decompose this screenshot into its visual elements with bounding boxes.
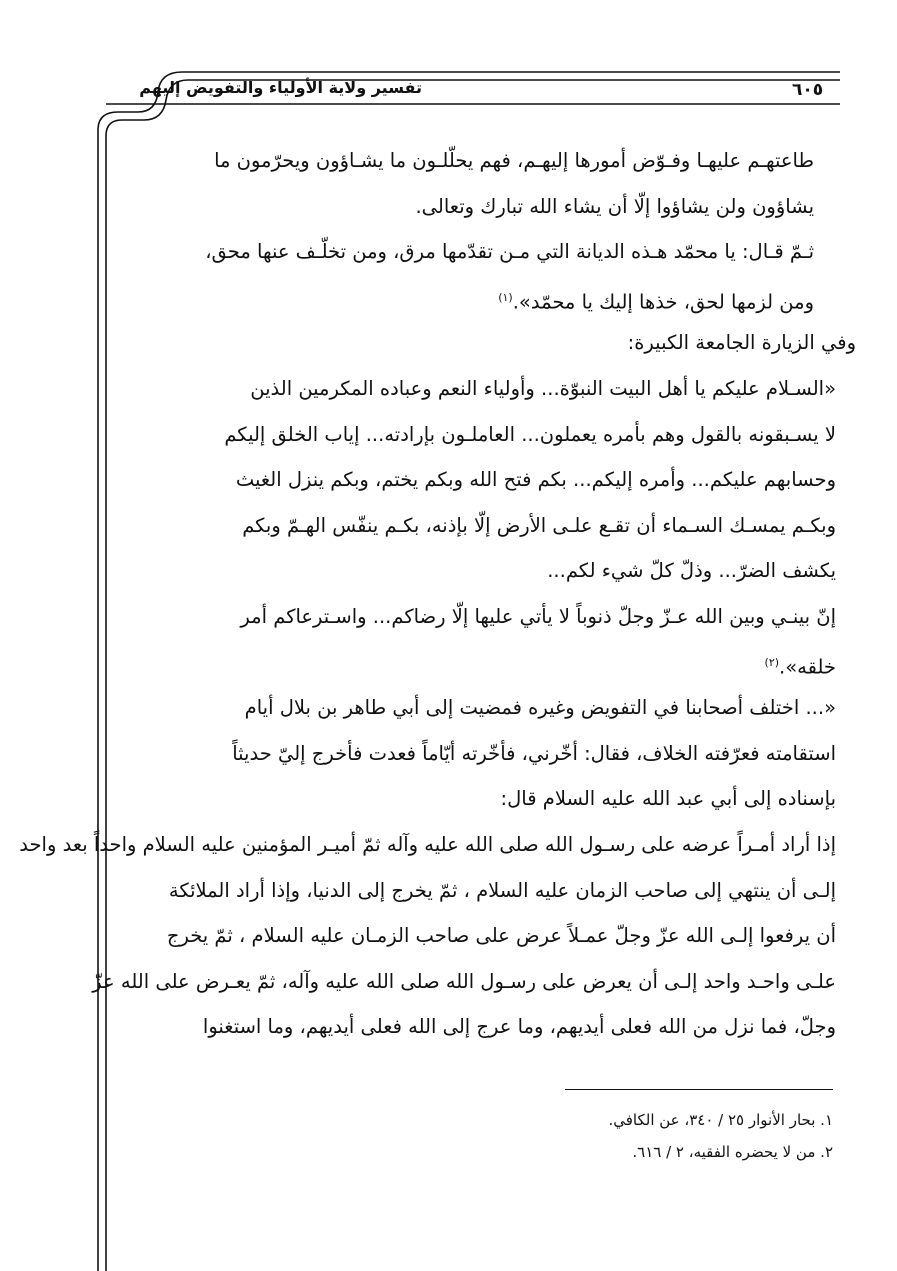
text-line: إنّ بينـي وبين الله عـزّ وجلّ ذنوباً لا يأتي عليها إلّا رضاكم... واسـترعاكم أمر	[240, 604, 836, 628]
footnote-2: ٢. من لا يحضره الفقيه، ٢ / ٦١٦.	[632, 1143, 833, 1161]
footnotes	[608, 1104, 833, 1168]
running-header-title: تفسير ولاية الأولياء والتفويض إليهم	[139, 78, 422, 97]
page-number: ٦٠٥	[792, 80, 824, 100]
text-line: ثـمّ قـال: يا محمّد هـذه الديانة التي مـن تقدّمها مرق، ومن تخلّـف عنها محق،	[205, 240, 814, 264]
footnote-separator	[565, 1089, 833, 1090]
text-line: يشاؤون ولن يشاؤوا إلّا أن يشاء الله تبارك وتعالى.	[415, 194, 814, 218]
text-line: يكشف الضرّ... وذلّ كلّ شيء لكم...	[547, 559, 836, 583]
text-line: «السـلام عليكم يا أهل البيت النبوّة... وأولياء النعم وعباده المكرمين الذين	[250, 376, 836, 400]
text-line: وبكـم يمسـك السـماء أن تقـع علـى الأرض إلّا بإذنه، بكـم ينفّس الهـمّ وبكم	[242, 513, 836, 537]
text-line: لا يسـبقونه بالقول وهم بأمره يعملون... العاملـون بإرادته... إياب الخلق إليكم	[224, 422, 836, 446]
footnote-marker: (١)	[498, 290, 513, 304]
main-text	[19, 138, 856, 1050]
text-line: علـى واحـد واحد إلـى أن يعرض على رسـول الله صلى الله عليه وآله، ثمّ يعـرض على الله عزّ	[92, 969, 836, 993]
footnote-marker: (٢)	[764, 655, 780, 669]
text-line: أن يرفعوا إلـى الله عزّ وجلّ عمـلاً عرض على صاحب الزمـان عليه السلام ، ثمّ يخرج	[166, 924, 836, 948]
text-line: وفي الزيارة الجامعة الكبيرة:	[627, 331, 856, 355]
text-line: «... اختلف أصحابنا في التفويض وغيره فمضيت إلى أبي طاهر بن بلال أيام	[244, 696, 836, 720]
text-line: وجلّ، فما نزل من الله فعلى أيديهم، وما عرج إلى الله فعلى أيديهم، وما استغنوا	[202, 1015, 836, 1039]
footnote-1: ١. بحار الأنوار ٢٥ / ٣٤٠، عن الكافي.	[608, 1111, 833, 1129]
text-line: بإسناده إلى أبي عبد الله عليه السلام قال:	[500, 787, 836, 811]
text-line	[118, 275, 836, 321]
text-span: ومن لزمها لحق، خذها إليك يا محمّد».	[512, 290, 814, 314]
text-line: إلـى أن ينتهي إلى صاحب الزمان عليه السلام ، ثمّ يخرج إلى الدنيا، وإذا أراد الملائكة	[168, 878, 836, 902]
text-line: وحسابهم عليكم... وأمره إليكم... بكم فتح الله وبكم يختم، وبكم ينزل الغيث	[235, 468, 836, 492]
text-span: خلقه».	[779, 655, 836, 679]
text-line: طاعتهـم عليهـا وفـوّض أمورها إليهـم، فهم يحلّلـون ما يشـاؤون ويحرّمون ما	[214, 149, 814, 172]
text-line	[118, 640, 836, 686]
text-line: إذا أراد أمـراً عرضه على رسـول الله صلى الله عليه وآله ثمّ أميـر المؤمنين عليه السلام واحداً بعد واحد	[19, 832, 836, 856]
text-line: استقامته فعرّفته الخلاف، فقال: أخّرني، فأخّرته أيّاماً فعدت فأخرج إليّ حديثاً	[232, 741, 836, 765]
